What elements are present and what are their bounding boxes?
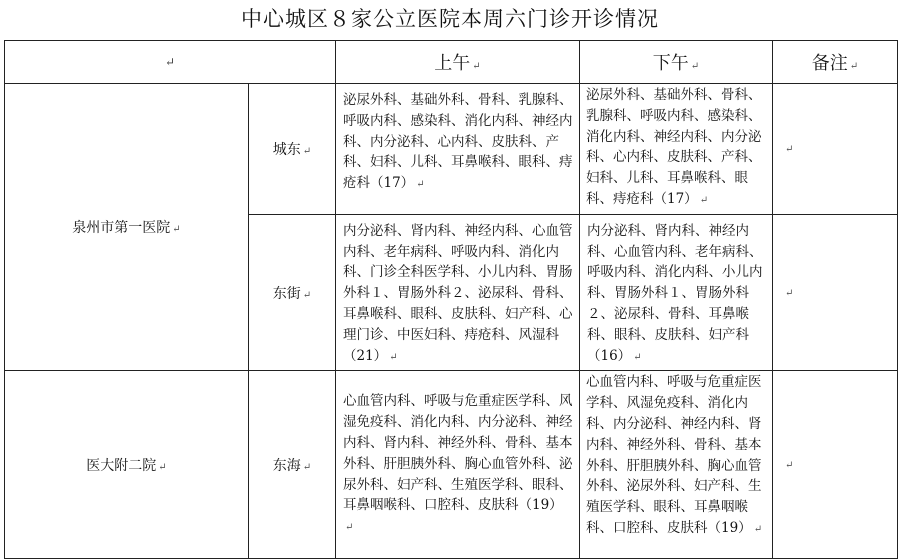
note-cell: ↵ <box>773 371 898 559</box>
pm-departments-cell: 泌尿外科、基础外科、骨科、乳腺科、呼吸内科、感染科、消化内科、神经内科、内分泌科、心内科、皮肤科、产科、妇科、儿科、耳鼻喉科、眼科、痔疮科（17） ↵ <box>580 84 773 215</box>
header-row <box>5 41 898 84</box>
campus-cell: 城东 ↵ <box>249 84 336 215</box>
am-departments-cell: 泌尿外科、基础外科、骨科、乳腺科、呼吸内科、感染科、消化内科、神经内科、内分泌科、心内科、皮肤科、产科、妇科、儿科、耳鼻喉科、眼科、痔疮科（17） ↵ <box>336 84 580 215</box>
header-blank-cell <box>5 41 336 84</box>
campus-cell: 东街 ↵ <box>249 214 336 371</box>
table-row <box>5 371 898 559</box>
pm-departments-cell: 心血管内科、呼吸与危重症医学科、风湿免疫科、消化内科、内分泌科、神经内科、肾内科、神经外科、骨科、基本外科、肝胆胰外科、胸心血管外科、泌尿外科、妇产科、生殖医学科、眼科、耳鼻咽喉科、口腔科、皮肤科（19） ↵ <box>580 371 773 559</box>
paragraph-mark: ↵ <box>164 55 176 69</box>
am-departments-cell: 心血管内科、呼吸与危重症医学科、风湿免疫科、消化内科、内分泌科、神经内科、肾内科、神经外科、骨科、基本外科、肝胆胰外科、胸心血管外科、泌尿外科、妇产科、生殖医学科、眼科、耳鼻咽喉科、口腔科、皮肤科（19）↵ <box>336 371 580 559</box>
header-pm: 下午 ↵ <box>580 41 773 84</box>
table-row <box>5 84 898 215</box>
note-cell: ↵ <box>773 84 898 215</box>
clinic-schedule-table <box>4 40 898 559</box>
note-cell: ↵ <box>773 214 898 371</box>
campus-cell: 东海 ↵ <box>249 371 336 559</box>
am-departments-cell: 内分泌科、肾内科、神经内科、心血管内科、老年病科、呼吸内科、消化内科、门诊全科医学科、小儿内科、胃肠外科１、胃肠外科２、泌尿科、骨科、耳鼻喉科、眼科、皮肤科、妇产科、心理门诊、中医妇科、痔疮科、风湿科（21） ↵ <box>336 214 580 371</box>
hospital-name-cell: 泉州市第一医院 ↵ <box>5 84 249 371</box>
header-note: 备注 ↵ <box>773 41 898 84</box>
hospital-name-cell: 医大附二院 ↵ <box>5 371 249 559</box>
header-am: 上午 ↵ <box>336 41 580 84</box>
document-title: 中心城区８家公立医院本周六门诊开诊情况 <box>241 7 659 31</box>
pm-departments-cell: 内分泌科、肾内科、神经内科、心血管内科、老年病科、呼吸内科、消化内科、小儿内科、胃肠外科１、胃肠外科２、泌尿科、骨科、耳鼻喉科、眼科、皮肤科、妇产科（16） ↵ <box>580 214 773 371</box>
